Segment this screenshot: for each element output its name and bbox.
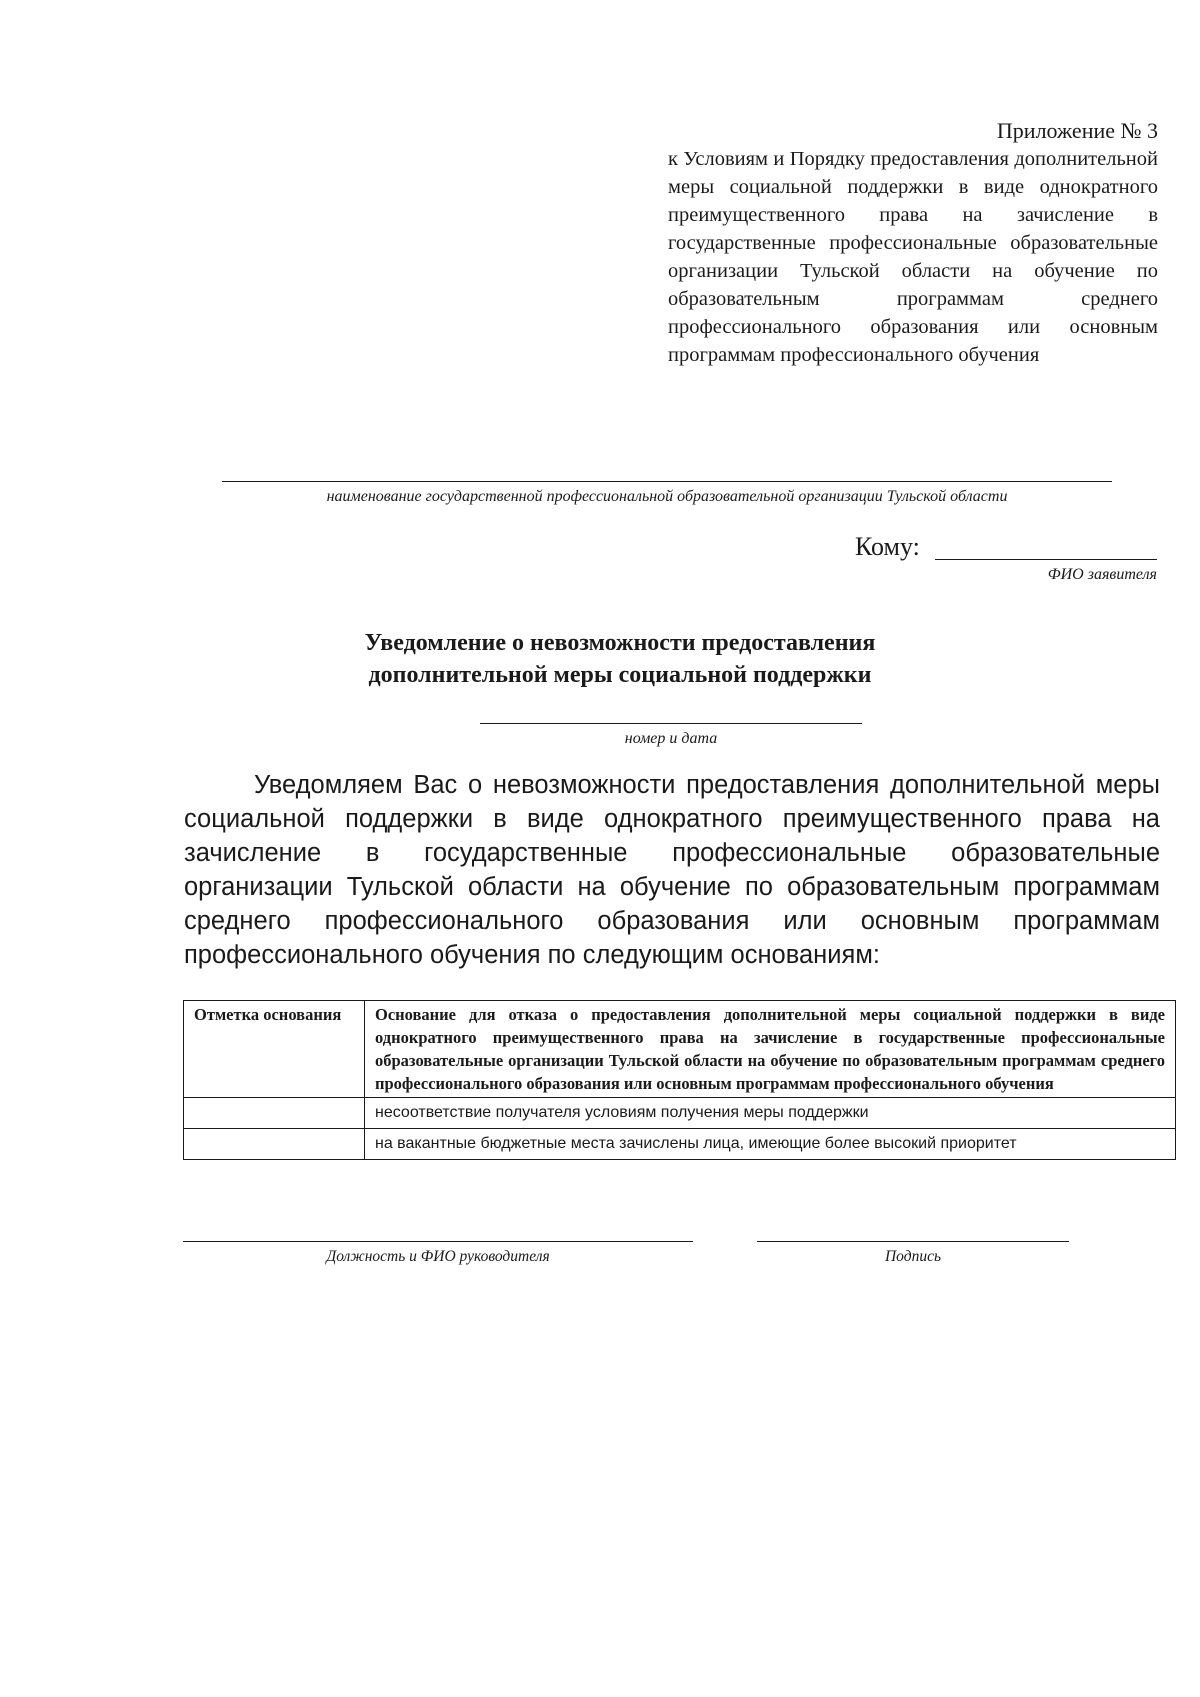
position-line[interactable] <box>183 1241 693 1242</box>
header-reason-cell <box>365 1001 1176 1098</box>
row-1-mark <box>194 1100 354 1126</box>
recipient-line[interactable] <box>935 559 1157 560</box>
row-1-reason-cell <box>365 1098 1176 1129</box>
recipient-caption: ФИО заявителя <box>1047 566 1157 583</box>
reasons-table <box>183 1000 1176 1160</box>
organization-caption: наименование государственной профессиональной образовательной организации Тульской области <box>326 488 1008 505</box>
header-reason-label: Основание для отказа о предоставления дополнительной меры социальной поддержки в виде однократного преимущественного права на зачисление в государственные профессиональные образовательные организации Тульской области на обучение по образовательным программам среднего профессионального образования или основным программам профессионального обучения <box>375 1005 1165 1093</box>
document-title-line-1: Уведомление о невозможности предоставления <box>364 630 876 656</box>
table-header-row <box>184 1001 1176 1098</box>
document-title <box>300 627 940 691</box>
header-mark-label: Отметка основания <box>194 1005 342 1024</box>
notification-body: Уведомляем Вас о невозможности предоставления дополнительной меры социальной поддержки в виде однократного преимущественного права на зачисление в государственные профессиональные образовательные организации Тульской области на обучение по образовательным программам среднего профессионального образования или основным программам профессионального обучения по следующим основаниям: <box>184 771 1160 969</box>
row-2-mark <box>194 1131 354 1157</box>
appendix-title: Приложение № 3 <box>996 118 1158 143</box>
row-2-reason-cell <box>365 1129 1176 1160</box>
header-mark-cell <box>184 1001 365 1098</box>
recipient-label: Кому: <box>855 532 920 561</box>
document-title-line-2: дополнительной меры социальной поддержки <box>368 662 872 688</box>
position-caption: Должность и ФИО руководителя <box>326 1248 550 1265</box>
signature-caption: Подпись <box>884 1248 941 1265</box>
row-1-mark-cell[interactable] <box>184 1098 365 1129</box>
number-date-line[interactable] <box>480 723 862 724</box>
appendix-text: к Условиям и Порядку предоставления дополнительной меры социальной поддержки в виде однократного преимущественного права на зачисление в государственные профессиональные образовательные организации Тульской области на обучение по образовательным программам среднего профессионального образования или основным программам профессионального обучения <box>668 148 1158 366</box>
organization-line <box>222 481 1112 482</box>
table-row <box>184 1098 1176 1129</box>
signature-line[interactable] <box>757 1241 1069 1242</box>
row-2-mark-cell[interactable] <box>184 1129 365 1160</box>
number-date-caption: номер и дата <box>624 730 718 747</box>
row-1-reason: несоответствие получателя условиям получения меры поддержки <box>375 1104 869 1121</box>
table-row <box>184 1129 1176 1160</box>
row-2-reason: на вакантные бюджетные места зачислены лица, имеющие более высокий приоритет <box>375 1135 1017 1152</box>
